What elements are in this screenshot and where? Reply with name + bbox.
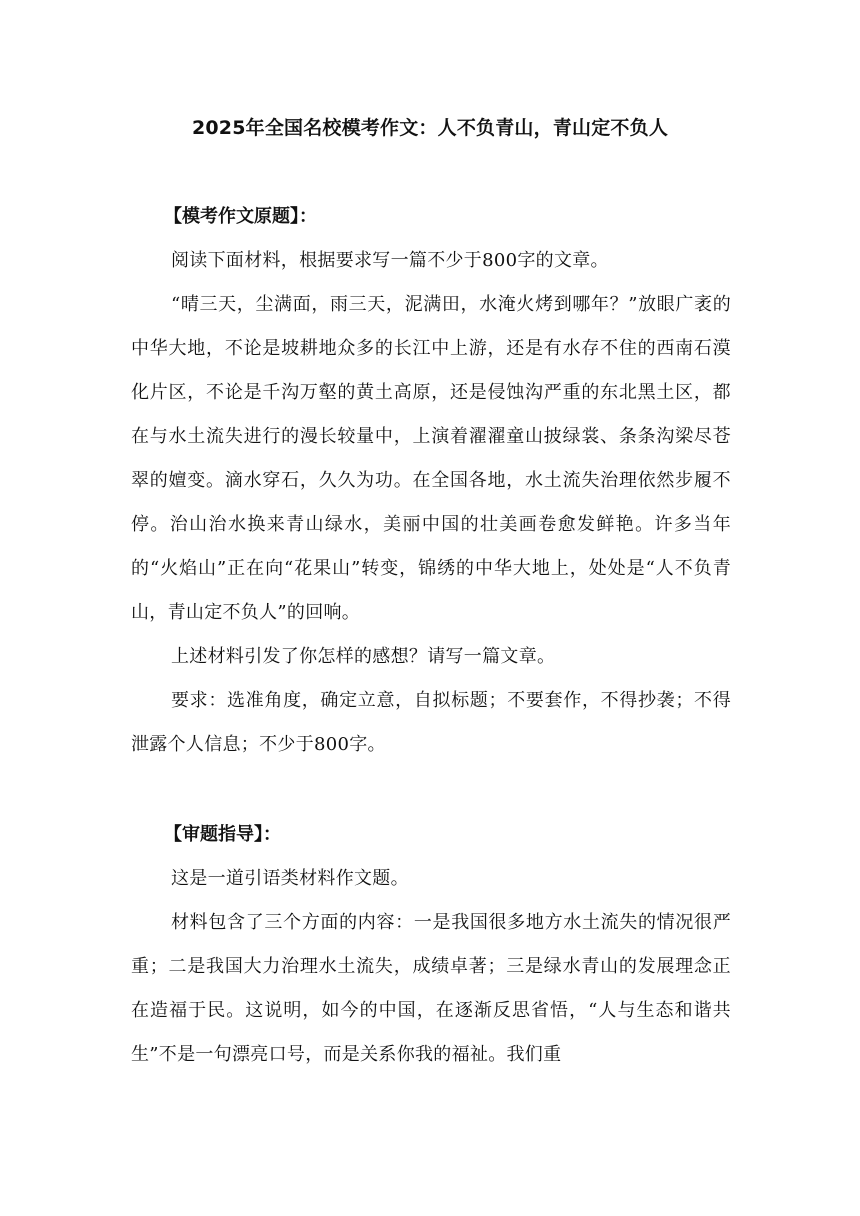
document-title: 2025年全国名校模考作文：人不负青山，青山定不负人	[191, 117, 669, 139]
document-body	[131, 195, 731, 1077]
prompt-paragraph-3: 上述材料引发了你怎样的感想？请写一篇文章。	[171, 646, 556, 667]
prompt-paragraph-4: 要求：选准角度，确定立意，自拟标题；不要套作，不得抄袭；不得泄露个人信息；不少于800字。	[131, 690, 731, 755]
prompt-paragraph-2: “晴三天，尘满面，雨三天，泥满田，水淹火烤到哪年？”放眼广袤的中华大地，不论是坡耕地众多的长江中上游，还是有水存不住的西南石漠化片区，不论是千沟万壑的黄土高原，还是侵蚀沟严重的东北黑土区，都在与水土流失进行的漫长较量中，上演着濯濯童山披绿裳、条条沟梁尽苍翠的嬗变。滴水穿石，久久为功。在全国各地，水土流失治理依然步履不停。治山治水换来青山绿水，美丽中国的壮美画卷愈发鲜艳。许多当年的“火焰山”正在向“花果山”转变，锦绣的中华大地上，处处是“人不负青山，青山定不负人”的回响。	[131, 294, 731, 623]
section-heading-guidance: 【审题指导】：	[164, 824, 281, 845]
section-spacer	[131, 767, 731, 813]
guidance-paragraph-2: 材料包含了三个方面的内容：一是我国很多地方水土流失的情况很严重；二是我国大力治理水土流失，成绩卓著；三是绿水青山的发展理念正在造福于民。这说明，如今的中国，在逐渐反思省悟，“人与生态和谐共生”不是一句漂亮口号，而是关系你我的福祉。我们重	[131, 912, 731, 1065]
prompt-paragraph-1: 阅读下面材料，根据要求写一篇不少于800字的文章。	[171, 250, 609, 271]
guidance-paragraph-1: 这是一道引语类材料作文题。	[171, 868, 409, 889]
section-heading-original-prompt: 【模考作文原题】：	[164, 206, 317, 227]
